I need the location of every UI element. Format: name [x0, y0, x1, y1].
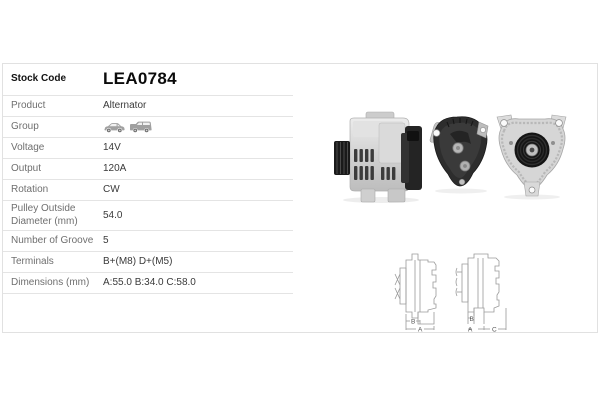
dim-label-a: A — [468, 326, 473, 334]
spec-row — [3, 64, 293, 96]
spec-value: 54.0 — [103, 209, 123, 221]
spec-row — [3, 273, 293, 294]
spec-row — [3, 252, 293, 273]
spec-value: 120A — [103, 163, 127, 174]
spec-row — [3, 117, 293, 138]
dimension-diagram-right — [454, 252, 512, 334]
car-icon — [103, 122, 126, 133]
spec-label: Dimensions (mm) — [11, 276, 90, 288]
spec-value: Alternator — [103, 100, 147, 111]
product-spec-card — [2, 63, 598, 333]
van-icon — [129, 121, 153, 133]
spec-row — [3, 231, 293, 252]
spec-row — [3, 180, 293, 201]
spec-label: Voltage — [11, 141, 45, 153]
spec-row — [3, 201, 293, 231]
spec-value: LEA0784 — [103, 69, 177, 89]
dim-label-a: A — [418, 326, 423, 334]
spec-value: B+(M8) D+(M5) — [103, 256, 173, 267]
spec-row — [3, 159, 293, 180]
spec-label: Group — [11, 120, 39, 132]
spec-value: 5 — [103, 235, 109, 246]
spec-label: Output — [11, 162, 42, 174]
spec-value: A:55.0 B:34.0 C:58.0 — [103, 277, 196, 288]
spec-label: Product — [11, 99, 46, 111]
spec-table — [3, 64, 293, 294]
alternator-side-view-photo — [333, 111, 423, 203]
spec-label: Terminals — [11, 255, 54, 267]
spec-value: 14V — [103, 142, 121, 153]
spec-label: Stock Code — [11, 73, 67, 85]
spec-label: Number of Groove — [11, 234, 94, 246]
dim-label-b: B — [469, 316, 474, 323]
spec-row — [3, 96, 293, 117]
spec-value — [103, 121, 153, 133]
spec-label: Pulley Outside Diameter (mm) — [11, 203, 78, 227]
spec-row — [3, 138, 293, 159]
alternator-front-view-photo — [494, 112, 570, 200]
dim-label-c: C — [492, 326, 497, 334]
dim-label-b: B — [411, 318, 416, 326]
dimension-diagram-left — [394, 252, 450, 334]
spec-value: CW — [103, 184, 120, 195]
alternator-rear-view-photo — [427, 114, 493, 194]
spec-label: Rotation — [11, 183, 49, 195]
